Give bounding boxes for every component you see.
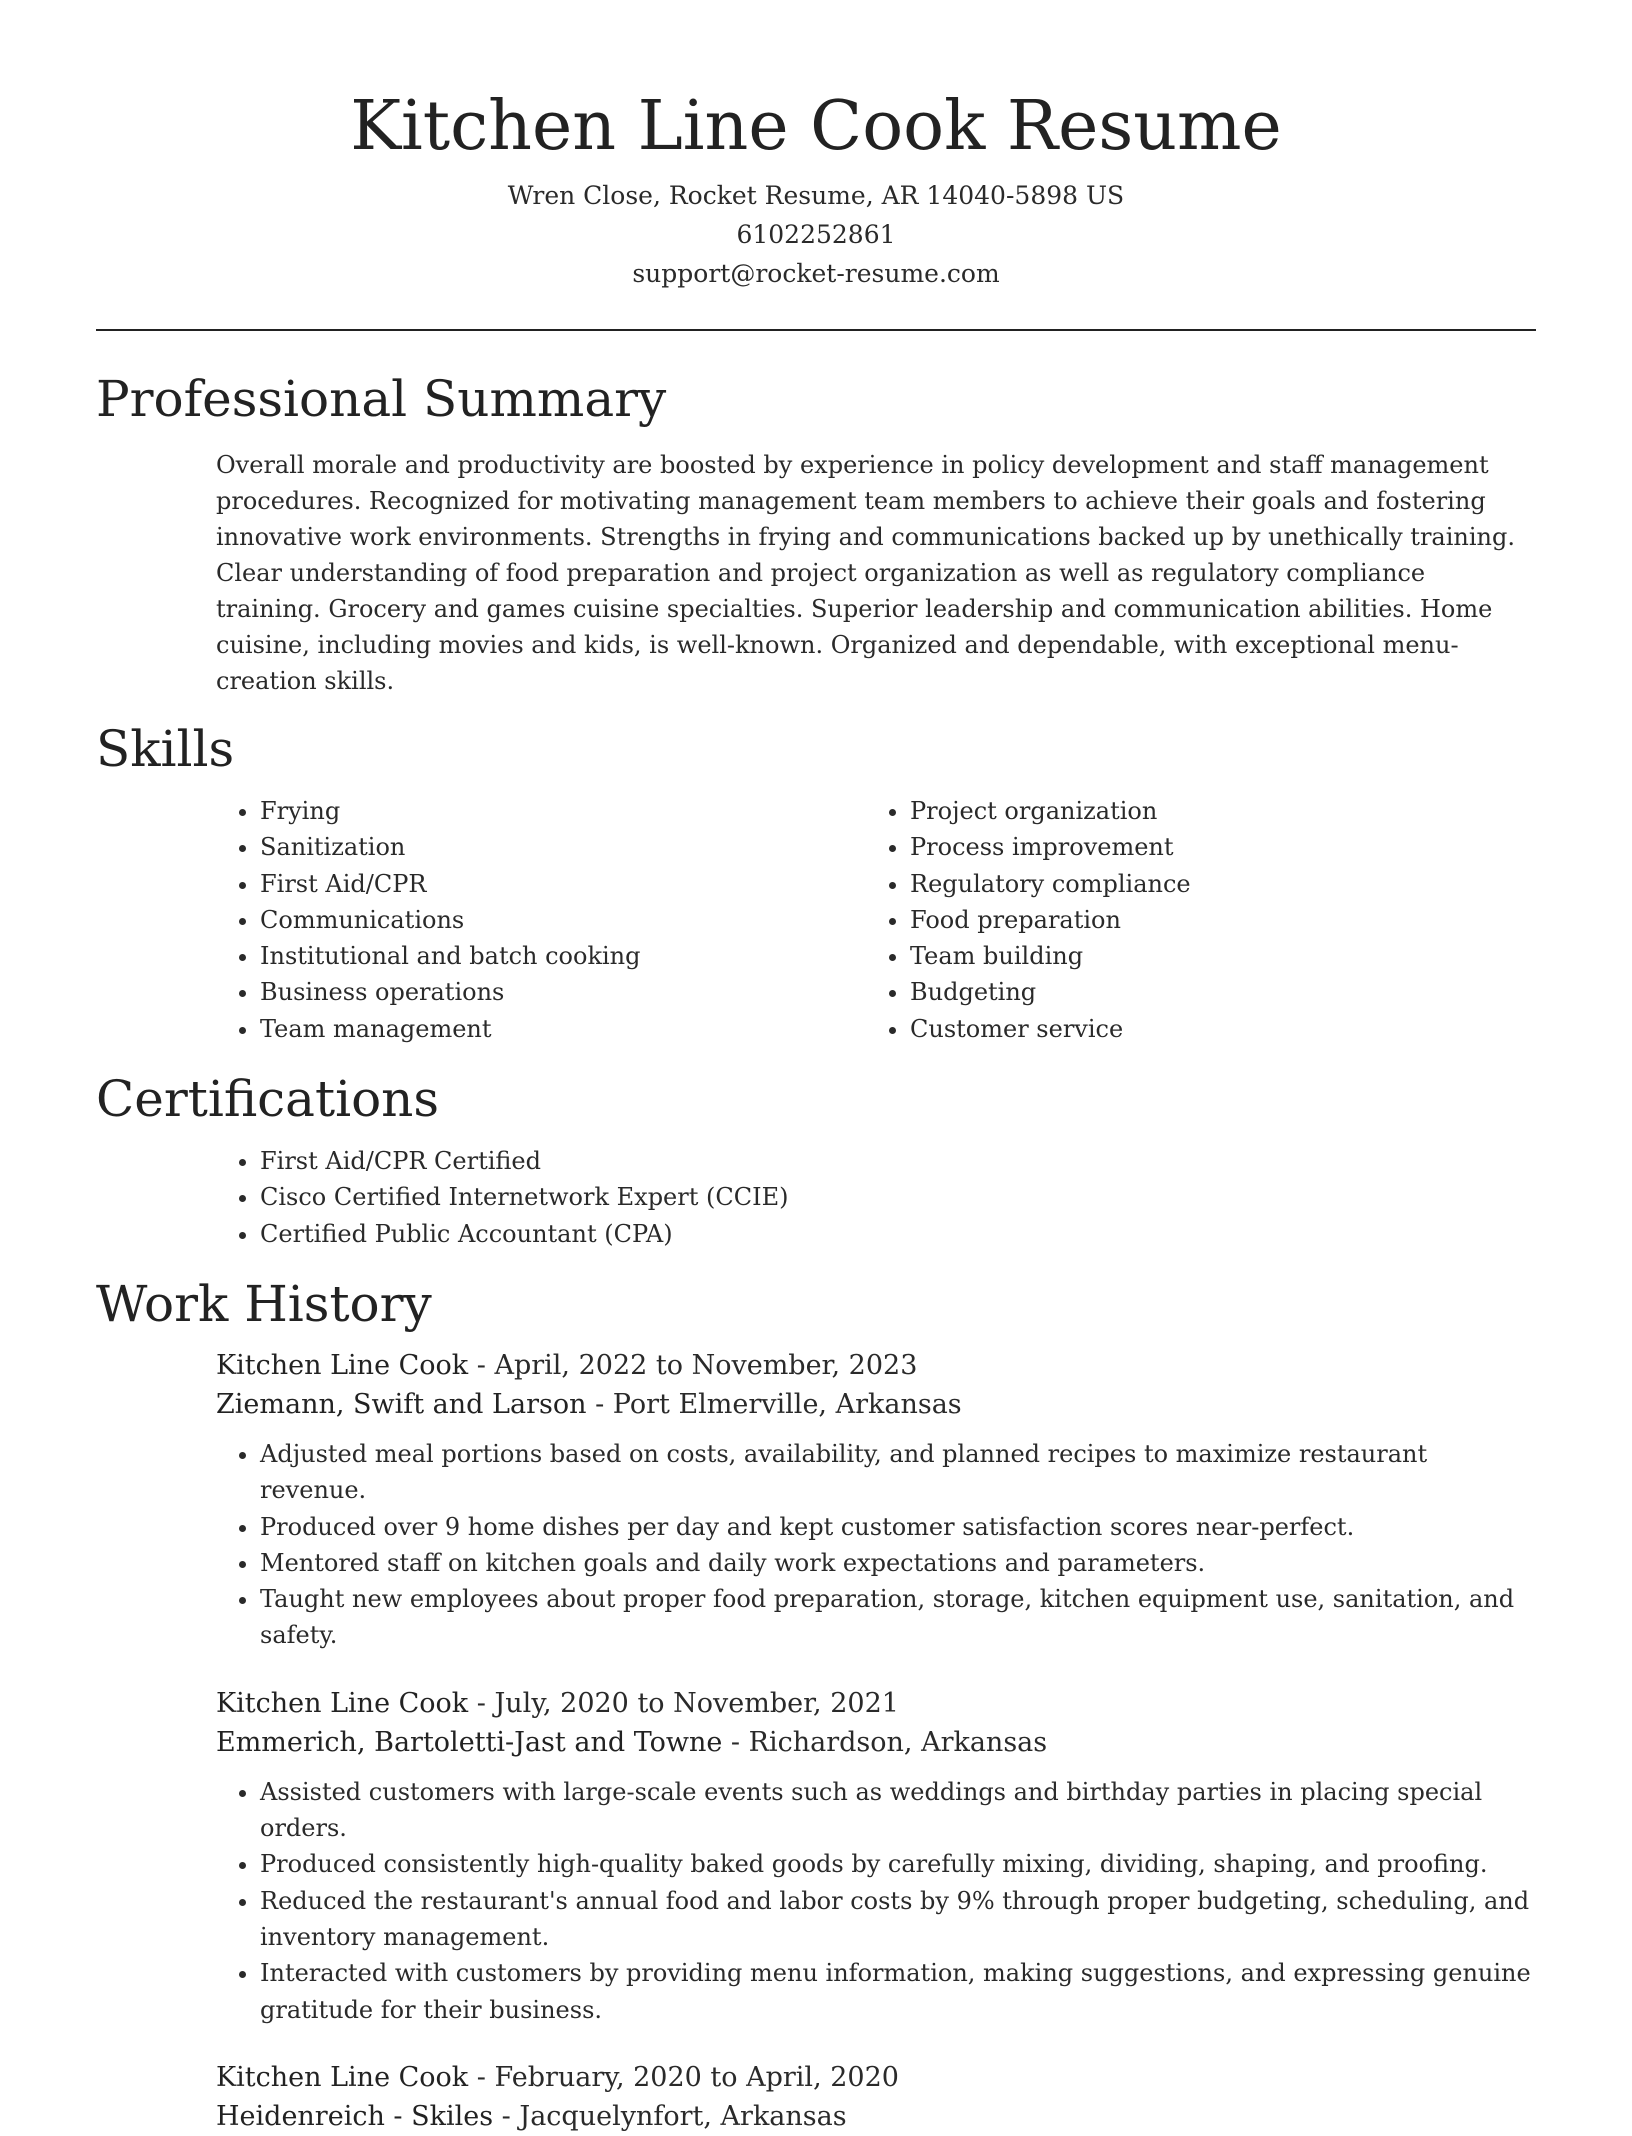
skill-item: • Team building: [910, 938, 1516, 974]
certification-item: • Cisco Certified Internetwork Expert (CCIE): [260, 1179, 1536, 1215]
job-entry: [216, 2058, 1536, 2136]
skill-item: • Institutional and batch cooking: [260, 938, 866, 974]
job-bullets: [216, 1436, 1536, 1654]
skill-item: • Team management: [260, 1011, 866, 1047]
job-dates: April, 2022 to November, 2023: [494, 1349, 918, 1381]
summary-section: [96, 369, 1536, 699]
skills-section: [96, 719, 1536, 1047]
job-bullet: • Adjusted meal portions based on costs, availability, and planned recipes to maximize restaurant revenue.: [260, 1436, 1536, 1509]
skill-item: • Customer service: [910, 1011, 1516, 1047]
job-dates: July, 2020 to November, 2021: [494, 1687, 899, 1719]
certification-item: • First Aid/CPR Certified: [260, 1143, 1536, 1179]
job-location: Richardson, Arkansas: [748, 1726, 1048, 1758]
job-bullet: • Produced over 9 home dishes per day and kept customer satisfaction scores near-perfect.: [260, 1509, 1536, 1545]
summary-text: Overall morale and productivity are boosted by experience in policy development and staff management procedures. Recognized for motivating management team members to achieve their goals and fostering innovative work environments. Strengths in frying and communications backed up by unethically training. Clear understanding of food preparation and project organization as well as regulatory compliance training. Grocery and games cuisine specialties. Superior leadership and communication abilities. Home cuisine, including movies and kids, is well-known. Organized and dependable, with exceptional menu-creation skills.: [216, 451, 1515, 695]
skill-item: • Project organization: [910, 793, 1516, 829]
skills-column-right: [866, 793, 1516, 1047]
skills-columns: [216, 793, 1536, 1047]
job-role: Kitchen Line Cook: [216, 2061, 469, 2093]
contact-phone: 6102252861: [736, 220, 896, 249]
job-company-line: Emmerich, Bartoletti-Jast and Towne - Richardson, Arkansas: [216, 1726, 1048, 1758]
job-company: Heidenreich - Skiles: [216, 2100, 494, 2132]
job-company-line: Ziemann, Swift and Larson - Port Elmerville, Arkansas: [216, 1388, 962, 1420]
skill-item: • First Aid/CPR: [260, 866, 866, 902]
job-bullet: • Produced consistently high-quality baked goods by carefully mixing, dividing, shaping, and proofing.: [260, 1846, 1536, 1882]
certifications-heading: Certifications: [96, 1070, 440, 1129]
contact-email: support@rocket-resume.com: [632, 259, 1000, 288]
skills-list-right: [866, 793, 1516, 1047]
job-bullet: • Interacted with customers by providing menu information, making suggestions, and expressing genuine gratitude for their business.: [260, 1955, 1536, 2028]
skill-item: • Food preparation: [910, 902, 1516, 938]
work-history-heading: Work History: [96, 1274, 432, 1333]
job-entry: [216, 1346, 1536, 1654]
header-divider: [96, 329, 1536, 331]
work-history-section: [96, 1274, 1536, 2136]
job-bullet: • Assisted customers with large-scale events such as weddings and birthday parties in placing special orders.: [260, 1774, 1536, 1847]
job-company: Ziemann, Swift and Larson: [216, 1388, 587, 1420]
job-company-line: Heidenreich - Skiles - Jacquelynfort, Arkansas: [216, 2100, 847, 2132]
skills-column-left: [216, 793, 866, 1047]
skill-item: • Regulatory compliance: [910, 866, 1516, 902]
job-bullets: [216, 1774, 1536, 2028]
skill-item: • Process improvement: [910, 829, 1516, 865]
job-location: Port Elmerville, Arkansas: [612, 1388, 962, 1420]
job-role: Kitchen Line Cook: [216, 1349, 469, 1381]
skill-item: • Frying: [260, 793, 866, 829]
certifications-section: [96, 1069, 1536, 1252]
job-entry: [216, 1684, 1536, 2028]
job-title-line: Kitchen Line Cook - February, 2020 to April, 2020: [216, 2061, 899, 2093]
job-bullet: • Mentored staff on kitchen goals and daily work expectations and parameters.: [260, 1545, 1536, 1581]
skill-item: • Sanitization: [260, 829, 866, 865]
skill-item: • Communications: [260, 902, 866, 938]
skills-heading: Skills: [96, 720, 235, 778]
job-location: Jacquelynfort, Arkansas: [519, 2100, 847, 2132]
job-bullet: • Reduced the restaurant's annual food and labor costs by 9% through proper budgeting, scheduling, and inventory management.: [260, 1883, 1536, 1956]
job-company: Emmerich, Bartoletti-Jast and Towne: [216, 1726, 723, 1758]
certifications-list: [216, 1143, 1536, 1252]
summary-heading: Professional Summary: [96, 370, 667, 428]
skill-item: • Budgeting: [910, 974, 1516, 1010]
job-title-line: Kitchen Line Cook - July, 2020 to November, 2021: [216, 1687, 899, 1719]
job-bullet: • Taught new employees about proper food preparation, storage, kitchen equipment use, sanitation, and safety.: [260, 1581, 1536, 1654]
job-dates: February, 2020 to April, 2020: [494, 2061, 899, 2093]
contact-block: [96, 176, 1536, 293]
resume-page: [96, 0, 1536, 2136]
contact-address: Wren Close, Rocket Resume, AR 14040-5898 US: [507, 181, 1125, 210]
job-role: Kitchen Line Cook: [216, 1687, 469, 1719]
resume-title: Kitchen Line Cook Resume: [350, 87, 1282, 166]
certification-item: • Certified Public Accountant (CPA): [260, 1216, 1536, 1252]
job-title-line: Kitchen Line Cook - April, 2022 to November, 2023: [216, 1349, 918, 1381]
skills-list-left: [216, 793, 866, 1047]
skill-item: • Business operations: [260, 974, 866, 1010]
